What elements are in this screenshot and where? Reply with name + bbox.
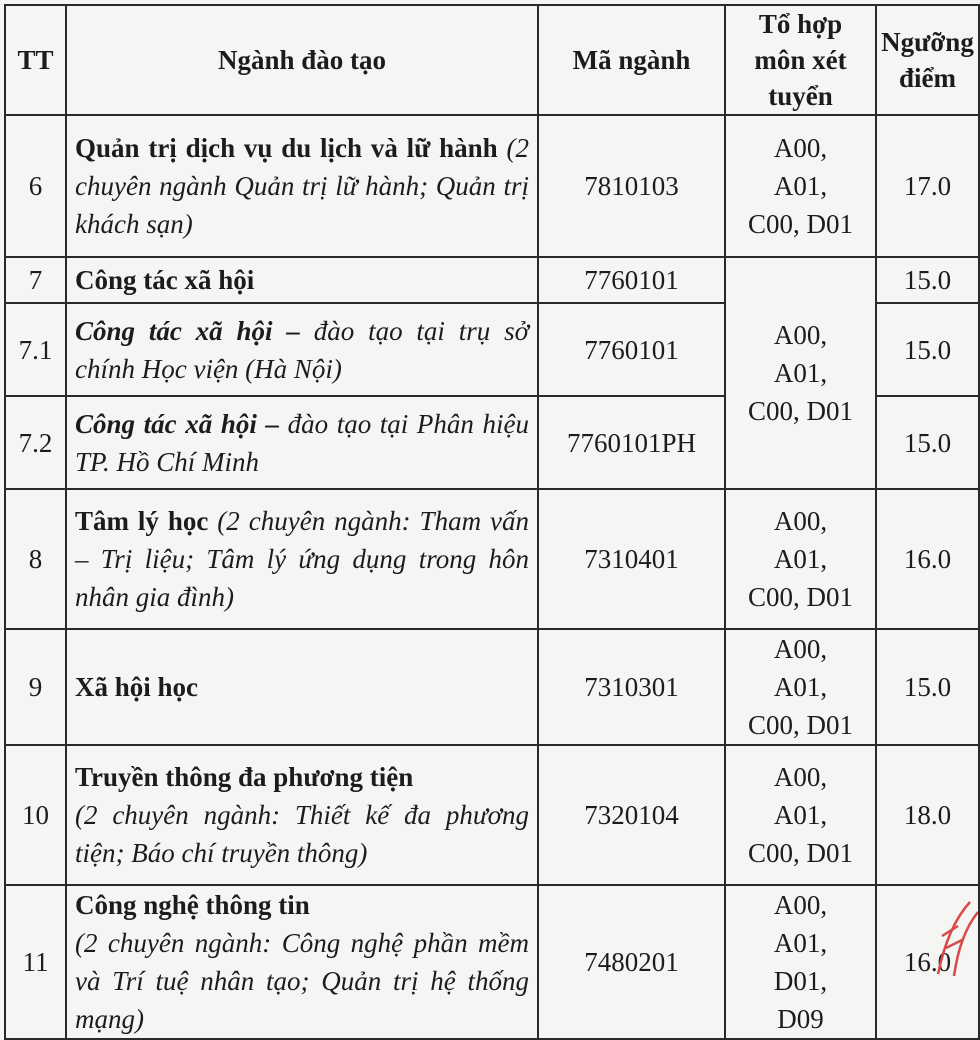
row-code: 7310401 xyxy=(538,489,725,629)
row-score: 17.0 xyxy=(876,115,979,257)
row-score: 18.0 xyxy=(876,745,979,885)
row-major xyxy=(66,745,538,885)
row-combo: A00, A01, C00, D01 xyxy=(725,115,876,257)
table-row xyxy=(5,257,979,303)
table-row xyxy=(5,745,979,885)
row-code: 7760101PH xyxy=(538,396,725,489)
major-note: (2 chuyên ngành Quản trị lữ hành; Quản trị khách sạn) xyxy=(75,133,529,239)
major-dash: – xyxy=(272,315,314,346)
table-row xyxy=(5,489,979,629)
header-score: Ngưỡng điểm xyxy=(876,5,979,115)
row-tt: 8 xyxy=(5,489,66,629)
major-name: Công tác xã hội xyxy=(75,265,255,295)
row-score: 15.0 xyxy=(876,303,979,396)
row-score: 16.0 xyxy=(876,885,979,1039)
header-combo: Tổ hợp môn xét tuyển xyxy=(725,5,876,115)
major-name: Công tác xã hội xyxy=(75,408,257,439)
major-note: (2 chuyên ngành: Công nghệ phần mềm và Trí tuệ nhân tạo; Quản trị hệ thống mạng) xyxy=(75,928,529,1034)
major-note: (2 chuyên ngành: Thiết kế đa phương tiện; Báo chí truyền thông) xyxy=(75,800,529,868)
row-tt: 6 xyxy=(5,115,66,257)
header-row xyxy=(5,5,979,115)
row-major xyxy=(66,303,538,396)
major-dash: – xyxy=(256,408,288,439)
row-major xyxy=(66,885,538,1039)
table-row xyxy=(5,115,979,257)
row-major xyxy=(66,396,538,489)
row-score: 16.0 xyxy=(876,489,979,629)
row-tt: 7.1 xyxy=(5,303,66,396)
row-tt: 7 xyxy=(5,257,66,303)
admission-table xyxy=(4,4,980,1040)
major-note: đào tạo tại trụ sở chính Học viện (Hà Nội) xyxy=(75,315,530,384)
row-major xyxy=(66,629,538,745)
table-row xyxy=(5,885,979,1039)
header-tt: TT xyxy=(5,5,66,115)
row-major xyxy=(66,257,538,303)
row-tt: 11 xyxy=(5,885,66,1039)
major-name: Xã hội học xyxy=(75,672,199,702)
row-combo: A00, A01, D01, D09 xyxy=(725,885,876,1039)
row-combo: A00, A01, C00, D01 xyxy=(725,489,876,629)
major-name: Công tác xã hội xyxy=(75,315,273,346)
row-major xyxy=(66,115,538,257)
row-combo: A00, A01, C00, D01 xyxy=(725,257,876,489)
row-code: 7310301 xyxy=(538,629,725,745)
row-tt: 7.2 xyxy=(5,396,66,489)
major-note: (2 chuyên ngành: Tham vấn – Trị liệu; Tâm lý ứng dụng trong hôn nhân gia đình) xyxy=(75,506,529,612)
table-row xyxy=(5,629,979,745)
row-code: 7760101 xyxy=(538,303,725,396)
major-note: đào tạo tại Phân hiệu TP. Hồ Chí Minh xyxy=(75,408,529,477)
row-score: 15.0 xyxy=(876,629,979,745)
row-tt: 9 xyxy=(5,629,66,745)
row-score: 15.0 xyxy=(876,257,979,303)
header-code: Mã ngành xyxy=(538,5,725,115)
row-combo: A00, A01, C00, D01 xyxy=(725,629,876,745)
row-code: 7480201 xyxy=(538,885,725,1039)
major-name: Quản trị dịch vụ du lịch và lữ hành xyxy=(75,133,498,163)
row-combo: A00, A01, C00, D01 xyxy=(725,745,876,885)
major-name: Truyền thông đa phương tiện xyxy=(75,762,414,792)
stamp-fragment xyxy=(918,896,978,976)
row-code: 7810103 xyxy=(538,115,725,257)
major-name: Tâm lý học xyxy=(75,506,209,536)
row-score: 15.0 xyxy=(876,396,979,489)
header-major: Ngành đào tạo xyxy=(66,5,538,115)
row-tt: 10 xyxy=(5,745,66,885)
row-code: 7320104 xyxy=(538,745,725,885)
row-code: 7760101 xyxy=(538,257,725,303)
major-name: Công nghệ thông tin xyxy=(75,890,310,920)
row-major xyxy=(66,489,538,629)
